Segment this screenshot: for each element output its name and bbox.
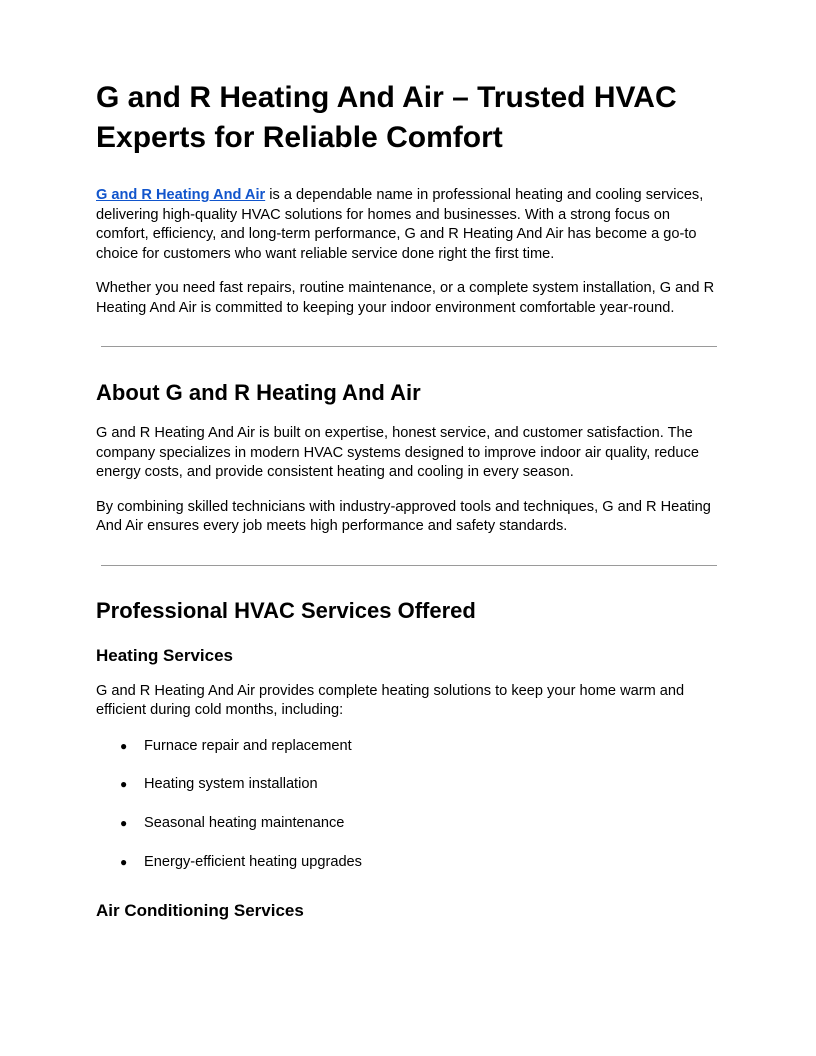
list-item-text: Seasonal heating maintenance	[144, 815, 345, 832]
bullet-icon: ●	[120, 738, 128, 753]
intro-paragraph-1	[96, 186, 720, 264]
list-item	[96, 814, 720, 834]
company-link[interactable]: G and R Heating And Air	[96, 187, 266, 203]
list-item	[96, 737, 720, 757]
services-heading: Professional HVAC Services Offered	[96, 597, 476, 623]
about-paragraph-2: By combining skilled technicians with industry-approved tools and techniques, G and R Heating And Air ensures every job meets high performance and safety standards.	[96, 498, 711, 534]
list-item	[96, 853, 720, 873]
list-item-text: Energy-efficient heating upgrades	[144, 853, 362, 870]
document-page	[96, 78, 720, 922]
about-paragraph-1: G and R Heating And Air is built on expertise, honest service, and customer satisfaction. The company specializes in modern HVAC systems designed to improve indoor air quality, reduce energy costs, and provide consistent heating and cooling in every season.	[96, 425, 699, 480]
bullet-icon: ●	[120, 854, 128, 869]
intro-paragraph-1-text: is a dependable name in professional heating and cooling services, delivering high-quality HVAC solutions for homes and businesses. With a strong focus on comfort, efficiency, and long-term performance, G and R Heating And Air has become a go-to choice for customers who want reliable service done right the first time.	[96, 187, 704, 262]
heating-services-paragraph: G and R Heating And Air provides complete heating solutions to keep your home warm and efficient during cold months, including:	[96, 682, 685, 718]
section-divider-1	[101, 346, 717, 347]
list-item-text: Heating system installation	[144, 776, 318, 793]
air-conditioning-heading: Air Conditioning Services	[96, 901, 304, 921]
section-divider-2	[101, 565, 717, 566]
heating-services-list	[96, 737, 720, 873]
intro-paragraph-2: Whether you need fast repairs, routine maintenance, or a complete system installation, G and R Heating And Air is committed to keeping your indoor environment comfortable year-round.	[96, 280, 715, 316]
about-heading: About G and R Heating And Air	[96, 380, 421, 405]
bullet-icon: ●	[120, 816, 128, 831]
bullet-icon: ●	[120, 777, 128, 792]
page-title: G and R Heating And Air – Trusted HVAC Experts for Reliable Comfort	[96, 81, 677, 154]
list-item-text: Furnace repair and replacement	[144, 737, 352, 754]
list-item	[96, 775, 720, 795]
heating-services-heading: Heating Services	[96, 645, 234, 665]
